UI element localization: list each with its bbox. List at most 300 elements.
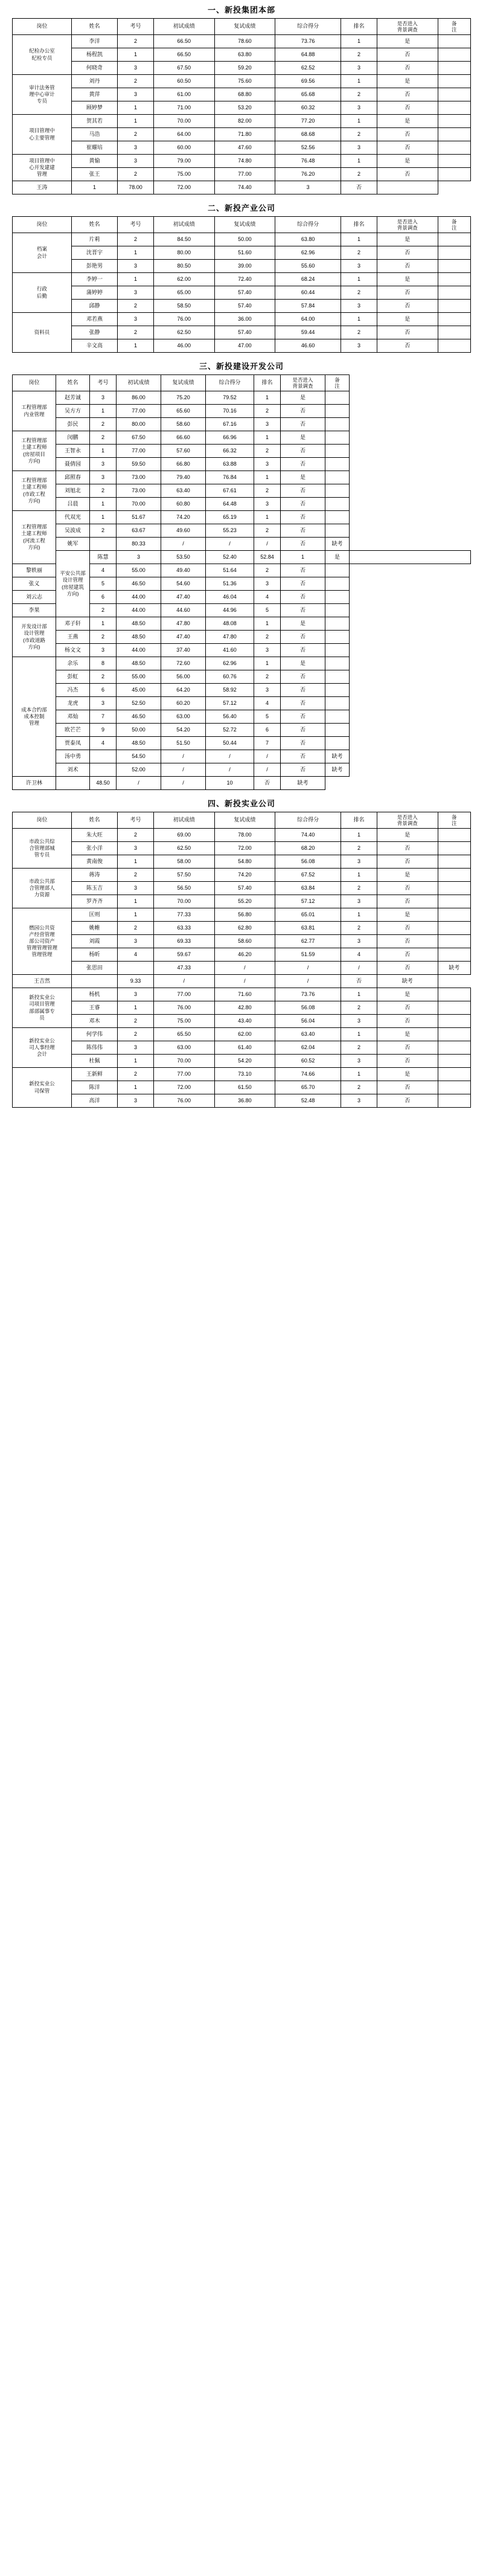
background-check-flag: 否: [377, 1001, 438, 1015]
candidate-name: 辛文高: [71, 339, 117, 353]
rank-value: /: [254, 750, 281, 763]
background-check-flag: 否: [281, 511, 325, 524]
first-round-score: 73.00: [117, 484, 161, 498]
table-row: [13, 922, 471, 935]
remark-cell: [325, 631, 350, 644]
remark-cell: [325, 644, 350, 657]
table-row: [13, 935, 471, 948]
second-round-score: 43.40: [214, 1015, 275, 1028]
rank-value: 2: [341, 882, 377, 895]
total-score: 65.01: [275, 908, 341, 922]
post-cell: 成本合约部 成本控制 管理: [13, 657, 56, 777]
second-round-score: 57.40: [214, 882, 275, 895]
table-row: [13, 168, 471, 181]
candidate-name: 吴方方: [56, 405, 90, 418]
table-row: [13, 418, 471, 431]
column-header: 综合得分: [275, 19, 341, 35]
total-score: 62.04: [275, 1041, 341, 1055]
table-row: [13, 962, 471, 975]
remark-cell: [377, 181, 438, 194]
first-round-score: 70.00: [153, 115, 214, 128]
exam-number: 5: [90, 577, 117, 591]
background-check-flag: 否: [377, 1081, 438, 1094]
rank-value: 3: [341, 300, 377, 313]
table-row: [13, 657, 471, 670]
total-score: 63.80: [275, 233, 341, 246]
background-check-flag: 是: [281, 657, 325, 670]
second-round-score: /: [161, 750, 206, 763]
column-header: 综合得分: [206, 375, 254, 391]
candidate-name: 黄萍: [71, 88, 117, 101]
column-header: 是否进入 背景调查: [377, 812, 438, 829]
table-row: [13, 1041, 471, 1055]
background-check-flag: 否: [281, 445, 325, 458]
candidate-name: 张静: [71, 326, 117, 339]
table-row: [13, 484, 471, 498]
exam-number: 1: [90, 405, 117, 418]
rank-value: 1: [254, 431, 281, 445]
rank-value: 3: [341, 1055, 377, 1068]
exam-number: 1: [118, 48, 154, 62]
table-row: [13, 777, 471, 790]
first-round-score: 48.50: [90, 777, 117, 790]
second-round-score: 61.40: [214, 1041, 275, 1055]
second-round-score: 61.50: [214, 1081, 275, 1094]
rank-value: 1: [254, 471, 281, 484]
background-check-flag: 否: [377, 1041, 438, 1055]
exam-number: 3: [118, 286, 154, 300]
column-header: 考号: [90, 375, 117, 391]
rank-value: 1: [341, 988, 377, 1001]
second-round-score: 47.40: [161, 631, 206, 644]
candidate-name: 代双光: [56, 511, 90, 524]
first-round-score: 44.00: [117, 604, 161, 617]
total-score: /: [161, 777, 206, 790]
exam-number: 1: [118, 339, 154, 353]
first-round-score: 76.00: [153, 313, 214, 326]
second-round-score: /: [161, 763, 206, 777]
remark-cell: [438, 1001, 470, 1015]
remark-cell: [325, 471, 350, 484]
table-row: [13, 737, 471, 750]
candidate-name: 吴波成: [56, 524, 90, 538]
column-header: 排名: [341, 217, 377, 233]
exam-number: 1: [90, 498, 117, 511]
rank-value: 6: [254, 724, 281, 737]
remark-cell: [325, 511, 350, 524]
background-check-flag: 否: [377, 260, 438, 273]
first-round-score: 46.50: [117, 577, 161, 591]
remark-cell: [438, 141, 470, 155]
total-score: 70.16: [206, 405, 254, 418]
first-round-score: 46.50: [117, 710, 161, 724]
remark-cell: [438, 1068, 470, 1081]
second-round-score: /: [161, 538, 206, 551]
background-check-flag: 否: [377, 1094, 438, 1108]
column-header: 岗位: [13, 19, 72, 35]
first-round-score: 48.50: [117, 631, 161, 644]
candidate-name: 刘旭北: [56, 484, 90, 498]
rank-value: 2: [254, 405, 281, 418]
first-round-score: 60.00: [153, 141, 214, 155]
background-check-flag: 否: [377, 842, 438, 855]
first-round-score: 79.00: [153, 155, 214, 168]
table-header-row: [13, 217, 471, 233]
second-round-score: 78.00: [214, 829, 275, 842]
background-check-flag: 否: [377, 922, 438, 935]
column-header: 姓名: [56, 375, 90, 391]
background-check-flag: 否: [281, 564, 325, 577]
rank-value: /: [254, 763, 281, 777]
remark-cell: [438, 842, 470, 855]
first-round-score: 75.00: [153, 168, 214, 181]
first-round-score: 86.00: [117, 391, 161, 405]
exam-number: 3: [90, 644, 117, 657]
rank-value: 3: [341, 1094, 377, 1108]
second-round-score: 74.80: [214, 155, 275, 168]
exam-number: 1: [118, 1001, 154, 1015]
post-cell: 工程管理部 土建工程师 (河流工程 方向): [13, 511, 56, 564]
remark-cell: [325, 670, 350, 684]
candidate-name: 李果: [13, 604, 56, 617]
rank-value: 2: [341, 168, 377, 181]
first-round-score: 64.00: [153, 128, 214, 141]
candidate-name: 何学伟: [71, 1028, 117, 1041]
first-round-score: 46.00: [153, 339, 214, 353]
candidate-name: 邱照春: [56, 471, 90, 484]
remark-cell: [350, 551, 471, 564]
candidate-name: 王涛: [13, 181, 72, 194]
background-check-flag: 否: [281, 670, 325, 684]
column-header: 备 注: [438, 217, 470, 233]
column-header: 岗位: [13, 217, 72, 233]
total-score: /: [275, 962, 341, 975]
rank-value: 1: [341, 233, 377, 246]
remark-cell: 缺考: [325, 750, 350, 763]
background-check-flag: 是: [281, 431, 325, 445]
first-round-score: 63.00: [153, 1041, 214, 1055]
exam-number: 2: [118, 869, 154, 882]
remark-cell: [438, 273, 470, 286]
rank-value: 4: [254, 697, 281, 710]
rank-value: 3: [254, 577, 281, 591]
candidate-name: 许卫林: [13, 777, 56, 790]
rank-value: 2: [341, 922, 377, 935]
exam-number: 3: [118, 1041, 154, 1055]
second-round-score: 52.40: [206, 551, 254, 564]
total-score: 48.08: [206, 617, 254, 631]
candidate-name: 陈伟伟: [71, 1041, 117, 1055]
remark-cell: [325, 405, 350, 418]
first-round-score: 62.00: [153, 273, 214, 286]
background-check-flag: 否: [377, 286, 438, 300]
exam-number: 3: [90, 458, 117, 471]
second-round-score: 75.20: [161, 391, 206, 405]
second-round-score: 57.40: [214, 286, 275, 300]
second-round-score: 66.80: [161, 458, 206, 471]
second-round-score: 77.00: [214, 168, 275, 181]
first-round-score: 70.00: [117, 498, 161, 511]
rank-value: 2: [341, 88, 377, 101]
rank-value: 3: [341, 101, 377, 115]
candidate-name: 李洋: [71, 35, 117, 48]
rank-value: 3: [254, 498, 281, 511]
first-round-score: 50.00: [117, 724, 161, 737]
remark-cell: [325, 710, 350, 724]
background-check-flag: 否: [377, 948, 438, 962]
table-row: [13, 458, 471, 471]
column-header: 姓名: [71, 217, 117, 233]
column-header: 岗位: [13, 812, 72, 829]
section-title: 二、新投产业公司: [207, 204, 275, 213]
total-score: 56.08: [275, 1001, 341, 1015]
rank-value: 2: [341, 128, 377, 141]
table-row: [13, 246, 471, 260]
post-cell: 工程管理部 内业管理: [13, 391, 56, 431]
second-round-score: 72.00: [214, 842, 275, 855]
second-round-score: 62.80: [214, 922, 275, 935]
candidate-name: 黎轶丽: [13, 564, 56, 577]
column-header: 姓名: [71, 812, 117, 829]
background-check-flag: 否: [377, 339, 438, 353]
first-round-score: 60.50: [153, 75, 214, 88]
table-row: [13, 431, 471, 445]
candidate-name: 杨昕: [71, 948, 117, 962]
background-check-flag: 否: [281, 524, 325, 538]
remark-cell: [325, 577, 350, 591]
first-round-score: 80.33: [117, 538, 161, 551]
first-round-score: 77.33: [153, 908, 214, 922]
background-check-flag: 否: [377, 141, 438, 155]
total-score: 74.40: [275, 829, 341, 842]
background-check-flag: 是: [281, 471, 325, 484]
background-check-flag: 否: [281, 577, 325, 591]
remark-cell: [438, 286, 470, 300]
background-check-flag: 是: [377, 1068, 438, 1081]
rank-value: 3: [254, 684, 281, 697]
total-score: 57.12: [275, 895, 341, 908]
exam-number: [90, 538, 117, 551]
first-round-score: 62.50: [153, 326, 214, 339]
exam-number: 3: [90, 391, 117, 405]
background-check-flag: 否: [377, 326, 438, 339]
table-row: [13, 670, 471, 684]
second-round-score: 56.00: [161, 670, 206, 684]
table-row: [13, 128, 471, 141]
background-check-flag: 否: [377, 882, 438, 895]
column-header: 是否进入 背景调查: [377, 217, 438, 233]
first-round-score: 66.50: [153, 35, 214, 48]
table-row: [13, 511, 471, 524]
table-row: [13, 1001, 471, 1015]
exam-number: [90, 750, 117, 763]
candidate-name: 陈玉吉: [71, 882, 117, 895]
total-score: 64.48: [206, 498, 254, 511]
remark-cell: [438, 101, 470, 115]
total-score: 55.23: [206, 524, 254, 538]
first-round-score: 73.00: [117, 471, 161, 484]
remark-cell: [325, 604, 350, 617]
first-round-score: 66.50: [153, 48, 214, 62]
remark-cell: [325, 564, 350, 577]
total-score: 64.88: [275, 48, 341, 62]
second-round-score: 66.60: [161, 431, 206, 445]
table-row: [13, 710, 471, 724]
rank-value: 4: [341, 948, 377, 962]
candidate-name: 蒲婷婷: [71, 286, 117, 300]
total-score: 56.08: [275, 855, 341, 869]
first-round-score: 48.50: [117, 657, 161, 670]
rank-value: 2: [341, 246, 377, 260]
rank-value: /: [341, 962, 377, 975]
rank-value: 3: [341, 1015, 377, 1028]
rank-value: 1: [341, 115, 377, 128]
second-round-score: 78.60: [214, 35, 275, 48]
rank-value: 3: [341, 141, 377, 155]
candidate-name: 冯杰: [56, 684, 90, 697]
background-check-flag: 是: [377, 869, 438, 882]
table-row: [13, 684, 471, 697]
total-score: 76.20: [275, 168, 341, 181]
remark-cell: [438, 115, 470, 128]
background-check-flag: 否: [281, 405, 325, 418]
background-check-flag: 否: [281, 697, 325, 710]
remark-cell: [438, 922, 470, 935]
table-header-row: [13, 19, 471, 35]
candidate-name: 王吉然: [13, 975, 72, 988]
remark-cell: [438, 855, 470, 869]
first-round-score: 62.50: [153, 842, 214, 855]
first-round-score: 77.00: [153, 1068, 214, 1081]
second-round-score: 72.60: [161, 657, 206, 670]
post-cell: 工程管理部 土建工程师 (市政工程 方向): [13, 471, 56, 511]
background-check-flag: 是: [377, 115, 438, 128]
background-check-flag: 否: [281, 737, 325, 750]
remark-cell: [438, 935, 470, 948]
table-row: [13, 260, 471, 273]
column-header: 考号: [118, 19, 154, 35]
table-row: [13, 155, 471, 168]
second-round-score: 36.80: [214, 1094, 275, 1108]
remark-cell: [438, 1041, 470, 1055]
remark-cell: [325, 391, 350, 405]
exam-number: 2: [90, 524, 117, 538]
exam-number: 4: [90, 564, 117, 577]
total-score: 62.52: [275, 62, 341, 75]
remark-cell: [438, 35, 470, 48]
total-score: 55.60: [275, 260, 341, 273]
candidate-name: 彭艳男: [71, 260, 117, 273]
candidate-name: 吕晨: [56, 498, 90, 511]
total-score: 52.72: [206, 724, 254, 737]
exam-number: 1: [118, 246, 154, 260]
exam-number: 7: [90, 710, 117, 724]
table-row: [13, 1081, 471, 1094]
total-score: 62.96: [206, 657, 254, 670]
background-check-flag: 是: [281, 391, 325, 405]
candidate-name: 顾婷梦: [71, 101, 117, 115]
table-row: [13, 895, 471, 908]
background-check-flag: 否: [281, 591, 325, 604]
total-score: 68.68: [275, 128, 341, 141]
first-round-score: 69.00: [153, 829, 214, 842]
total-score: 73.76: [275, 35, 341, 48]
second-round-score: /: [153, 975, 214, 988]
second-round-score: 63.00: [161, 710, 206, 724]
background-check-flag: 是: [377, 313, 438, 326]
table-row: [13, 724, 471, 737]
remark-cell: [438, 300, 470, 313]
remark-cell: [325, 684, 350, 697]
first-round-score: 58.50: [153, 300, 214, 313]
total-score: 76.48: [275, 155, 341, 168]
rank-value: /: [254, 538, 281, 551]
exam-number: 2: [118, 168, 154, 181]
background-check-flag: 否: [281, 498, 325, 511]
exam-number: 2: [118, 128, 154, 141]
exam-number: 2: [118, 35, 154, 48]
total-score: 64.00: [275, 313, 341, 326]
exam-number: 2: [90, 604, 117, 617]
total-score: 46.04: [206, 591, 254, 604]
remark-cell: [325, 591, 350, 604]
exam-number: 4: [90, 737, 117, 750]
exam-number: 1: [118, 115, 154, 128]
second-round-score: 57.40: [214, 326, 275, 339]
background-check-flag: 否: [377, 962, 438, 975]
first-round-score: 70.00: [153, 895, 214, 908]
exam-number: 3: [118, 882, 154, 895]
candidate-name: 罗齐齐: [71, 895, 117, 908]
second-round-score: 56.80: [214, 908, 275, 922]
candidate-name: 高洋: [71, 1094, 117, 1108]
table-row: [13, 697, 471, 710]
table-row: [13, 975, 471, 988]
exam-number: 6: [90, 684, 117, 697]
total-score: 65.68: [275, 88, 341, 101]
rank-value: 1: [254, 391, 281, 405]
background-check-flag: 是: [281, 617, 325, 631]
second-round-score: /: [117, 777, 161, 790]
background-check-flag: 否: [377, 1055, 438, 1068]
column-header: 排名: [341, 19, 377, 35]
candidate-name: 朱大旺: [71, 829, 117, 842]
rank-value: 1: [281, 551, 325, 564]
exam-number: 3: [118, 935, 154, 948]
total-score: 74.40: [214, 181, 275, 194]
first-round-score: 77.00: [117, 405, 161, 418]
second-round-score: 71.80: [214, 128, 275, 141]
exam-number: [90, 763, 117, 777]
second-round-score: 71.60: [214, 988, 275, 1001]
first-round-score: 57.50: [153, 869, 214, 882]
table-row: [13, 1094, 471, 1108]
second-round-score: 73.10: [214, 1068, 275, 1081]
candidate-name: 聂倩园: [56, 458, 90, 471]
second-round-score: 74.20: [161, 511, 206, 524]
exam-number: 3: [118, 62, 154, 75]
total-score: 47.80: [206, 631, 254, 644]
first-round-score: 59.67: [153, 948, 214, 962]
rank-value: 2: [254, 631, 281, 644]
rank-value: 1: [254, 511, 281, 524]
rank-value: 1: [254, 657, 281, 670]
post-cell: 开发设计部 设计管理 (市政道路 方向): [13, 617, 56, 657]
first-round-score: 48.50: [117, 737, 161, 750]
second-round-score: 51.60: [214, 246, 275, 260]
remark-cell: 缺考: [325, 538, 350, 551]
exam-number: 3: [118, 260, 154, 273]
